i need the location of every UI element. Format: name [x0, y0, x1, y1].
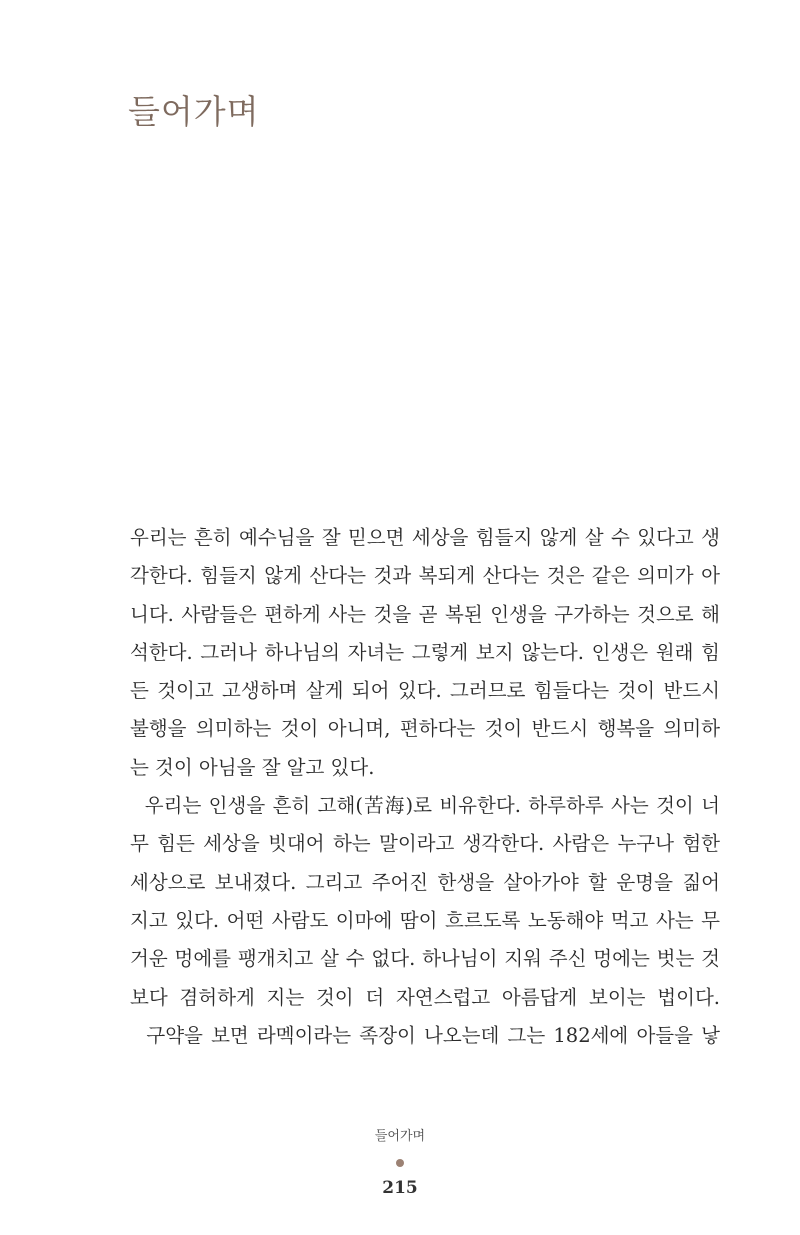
footer-dot-ornament: [396, 1159, 404, 1167]
chapter-title: 들어가며: [128, 92, 260, 131]
text-line: 우리는 인생을 흔히 고해(苦海)로 비유한다. 하루하루 사는 것이 너: [130, 794, 720, 818]
text-line: 구약을 보면 라멕이라는 족장이 나오는데 그는 182세에 아들을 낳: [130, 1023, 720, 1047]
body-text: [130, 519, 720, 1055]
text-line: 거운 멍에를 팽개치고 살 수 없다. 하나님이 지워 주신 멍에는 벗는 것: [130, 947, 720, 971]
page-number: 215: [382, 1178, 418, 1198]
text-line: 우리는 흔히 예수님을 잘 믿으면 세상을 힘들지 않게 살 수 있다고 생: [130, 526, 720, 549]
text-line: 무 힘든 세상을 빗대어 하는 말이라고 생각한다. 사람은 누구나 험한: [130, 832, 720, 856]
text-line: 불행을 의미하는 것이 아니며, 편하다는 것이 반드시 행복을 의미하: [130, 717, 720, 741]
text-line: 석한다. 그러나 하나님의 자녀는 그렇게 보지 않는다. 인생은 원래 힘: [130, 640, 720, 664]
text-line: 보다 겸허하게 지는 것이 더 자연스럽고 아름답게 보이는 법이다.: [130, 985, 720, 1009]
text-line: 든 것이고 고생하며 살게 되어 있다. 그러므로 힘들다는 것이 반드시: [130, 679, 720, 703]
text-line: 니다. 사람들은 편하게 사는 것을 곧 복된 인생을 구가하는 것으로 해: [130, 602, 720, 626]
text-line: 세상으로 보내졌다. 그리고 주어진 한생을 살아가야 할 운명을 짊어: [130, 870, 720, 894]
running-head: 들어가며: [374, 1129, 426, 1144]
text-line: 지고 있다. 어떤 사람도 이마에 땀이 흐르도록 노동해야 먹고 사는 무: [130, 908, 720, 932]
text-line: 각한다. 힘들지 않게 산다는 것과 복되게 산다는 것은 같은 의미가 아: [130, 564, 720, 588]
text-line: 는 것이 아님을 잘 알고 있다.: [130, 755, 375, 779]
